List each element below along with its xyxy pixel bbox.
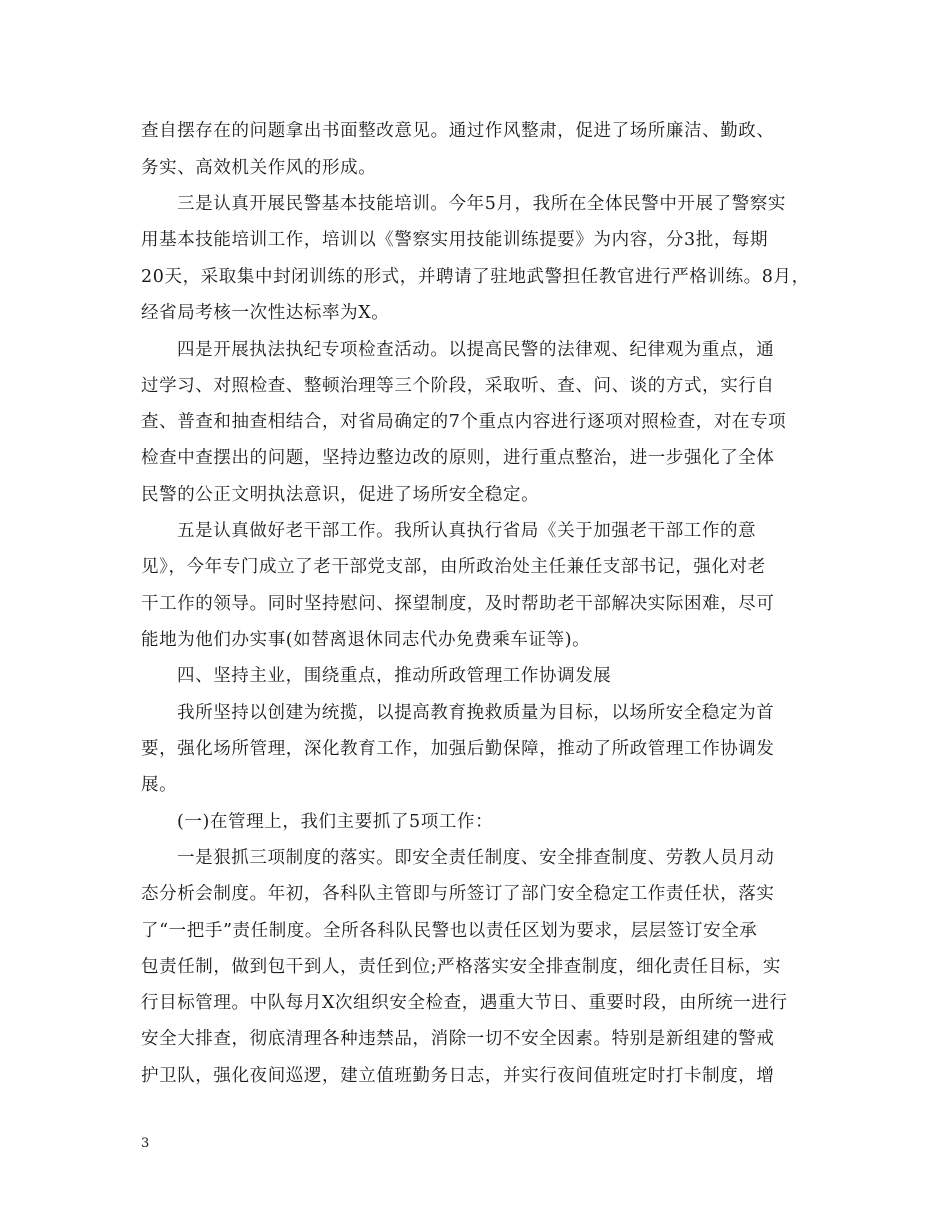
text-line: 查自摆存在的问题拿出书面整改意见。通过作风整肃，促进了场所廉洁、勤政、 bbox=[141, 121, 775, 141]
text-line: 过学习、对照检查、整顿治理等三个阶段，采取听、查、问、谈的方式，实行自 bbox=[141, 376, 775, 396]
text-line: 展。 bbox=[141, 775, 178, 795]
text-line: 要，强化场所管理，深化教育工作，加强后勤保障，推动了所政管理工作协调发 bbox=[141, 739, 775, 759]
text-line: 查、普查和抽查相结合，对省局确定的7个重点内容进行逐项对照检查，对在专项 bbox=[141, 412, 787, 432]
text-line: 一是狠抓三项制度的落实。即安全责任制度、安全排查制度、劳教人员月动 bbox=[177, 848, 775, 868]
page-number: 3 bbox=[141, 1136, 150, 1151]
text-line: 态分析会制度。年初，各科队主管即与所签订了部门安全稳定工作责任状，落实 bbox=[141, 884, 775, 904]
text-line: 经省局考核一次性达标率为X。 bbox=[141, 303, 390, 323]
text-line: 用基本技能培训工作，培训以《警察实用技能训练提要》为内容，分3批，每期 bbox=[141, 230, 769, 250]
text-line: 见》，今年专门成立了老干部党支部，由所政治处主任兼任支部书记，强化对老 bbox=[141, 557, 766, 577]
text-line: 务实、高效机关作风的形成。 bbox=[141, 158, 377, 178]
text-line: 了“一把手”责任制度。全所各科队民警也以责任区划为要求，层层签订安全承 bbox=[141, 921, 758, 941]
text-line: 四是开展执法执纪专项检查活动。以提高民警的法律观、纪律观为重点，通 bbox=[177, 340, 775, 360]
text-line: 五是认真做好老干部工作。我所认真执行省局《关于加强老干部工作的意 bbox=[177, 521, 757, 541]
text-line: 三是认真开展民警基本技能培训。今年5月，我所在全体民警中开展了警察实 bbox=[177, 194, 787, 214]
section-heading: 四、坚持主业，围绕重点，推动所政管理工作协调发展 bbox=[177, 666, 612, 686]
subsection-heading: (一)在管理上，我们主要抓了5项工作： bbox=[177, 812, 494, 832]
text-line: 安全大排查，彻底清理各种违禁品，消除一切不安全因素。特别是新组建的警戒 bbox=[141, 1029, 775, 1049]
text-line: 民警的公正文明执法意识，促进了场所安全稳定。 bbox=[141, 485, 540, 505]
text-line: 包责任制，做到包干到人，责任到位;严格落实安全排查制度，细化责任目标，实 bbox=[141, 957, 781, 977]
text-line: 我所坚持以创建为统揽，以提高教育挽救质量为目标，以场所安全稳定为首 bbox=[177, 703, 775, 723]
text-line: 检查中查摆出的问题，坚持边整边改的原则，进行重点整治，进一步强化了全体 bbox=[141, 448, 775, 468]
text-line: 20天，采取集中封闭训练的形式，并聘请了驻地武警担任教官进行严格训练。8月， bbox=[141, 267, 810, 287]
text-line: 能地为他们办实事(如替离退休同志代办免费乘车证等)。 bbox=[141, 630, 591, 650]
text-line: 干工作的领导。同时坚持慰问、探望制度，及时帮助老干部解决实际困难，尽可 bbox=[141, 594, 775, 614]
text-line: 行目标管理。中队每月X次组织安全检查，遇重大节日、重要时段，由所统一进行 bbox=[141, 993, 788, 1013]
text-line: 护卫队，强化夜间巡逻，建立值班勤务日志，并实行夜间值班定时打卡制度，增 bbox=[141, 1066, 775, 1086]
